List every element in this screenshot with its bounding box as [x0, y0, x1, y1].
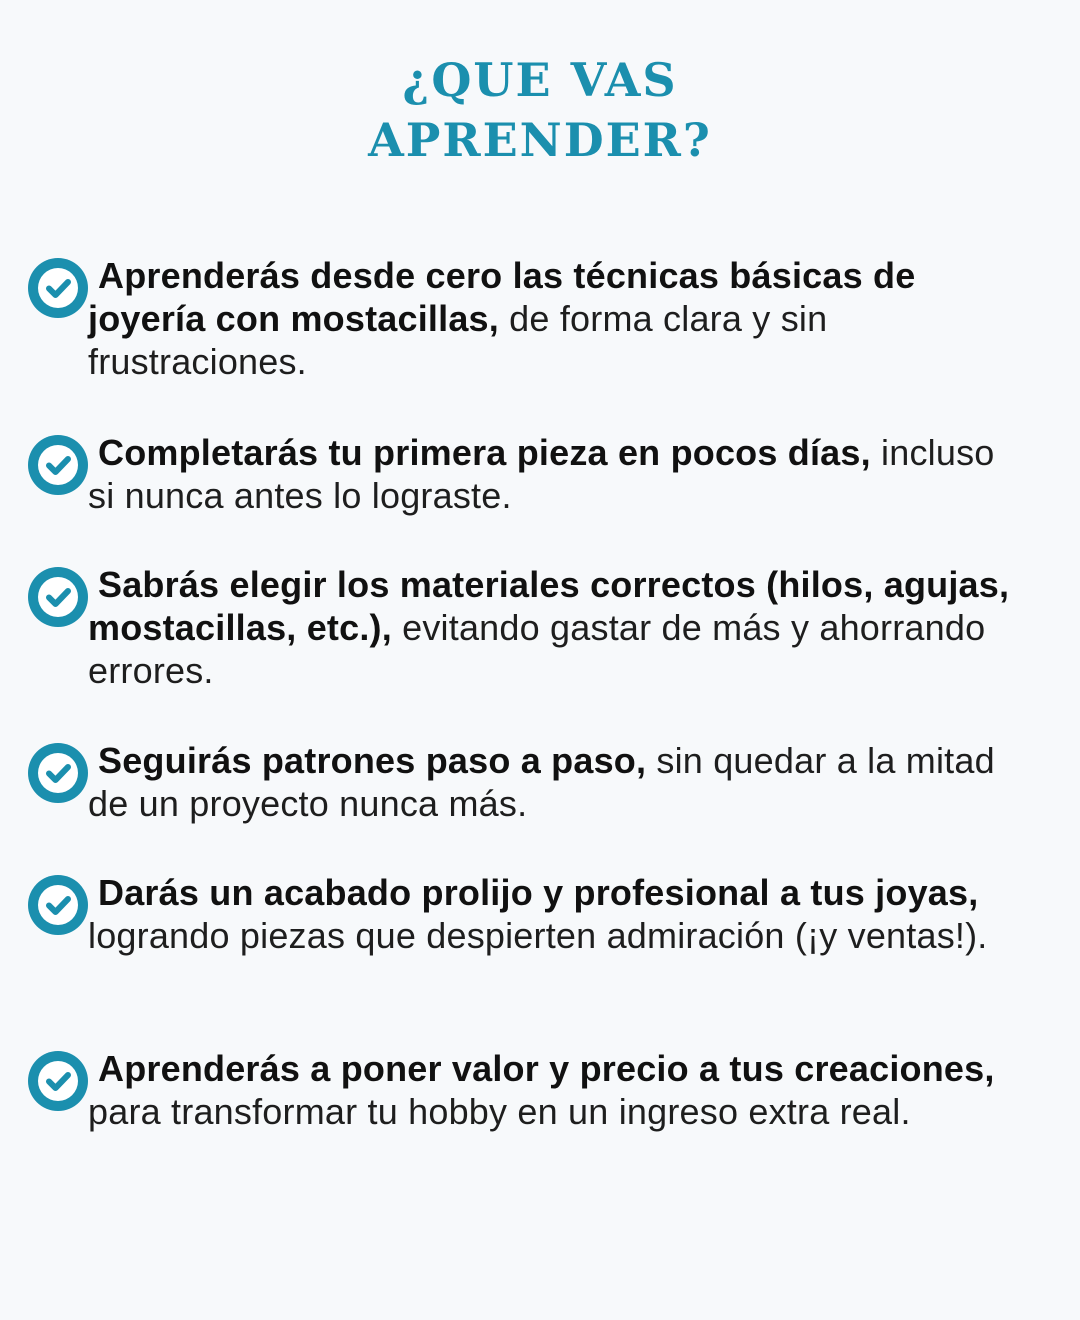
- list-item: [28, 739, 1028, 825]
- list-item: [28, 1047, 1028, 1133]
- title-line-2: APRENDER?: [368, 113, 712, 167]
- list-item: [28, 431, 1028, 517]
- list-item-bold: Aprenderás a poner valor y precio a tus creaciones,: [98, 1048, 995, 1089]
- check-circle-icon: [28, 1051, 88, 1111]
- check-circle-icon: [28, 743, 88, 803]
- list-item-regular: de forma clara y sin frustraciones.: [88, 298, 828, 382]
- check-circle-icon: [28, 875, 88, 935]
- list-item: [28, 871, 1028, 957]
- list-item-text: [88, 739, 1028, 825]
- list-item-text: [88, 431, 1028, 517]
- list-item-text: [88, 871, 1028, 957]
- title-line-1: ¿QUE VAS: [402, 53, 678, 107]
- list-item-regular: incluso si nunca antes lo lograste.: [88, 432, 995, 516]
- list-item-bold: Seguirás patrones paso a paso,: [98, 740, 647, 781]
- list-item: [28, 254, 1028, 383]
- list-item-regular: logrando piezas que despierten admiración (¡y ventas!).: [88, 915, 988, 956]
- check-circle-icon: [28, 567, 88, 627]
- list-item-regular: para transformar tu hobby en un ingreso extra real.: [88, 1091, 911, 1132]
- list-item-bold: Sabrás elegir los materiales correctos (hilos, agujas, mostacillas, etc.),: [88, 564, 1010, 648]
- check-circle-icon: [28, 258, 88, 318]
- list-item: [28, 563, 1028, 692]
- list-item-bold: Aprenderás desde cero las técnicas básicas de joyería con mostacillas,: [88, 255, 916, 339]
- check-circle-icon: [28, 435, 88, 495]
- list-item-text: [88, 563, 1028, 692]
- list-item-text: [88, 1047, 1028, 1133]
- list-item-regular: evitando gastar de más y ahorrando errores.: [88, 607, 986, 691]
- list-item-bold: Completarás tu primera pieza en pocos días,: [98, 432, 871, 473]
- list-item-regular: sin quedar a la mitad de un proyecto nunca más.: [88, 740, 995, 824]
- list-item-text: [88, 254, 1028, 383]
- list-item-bold: Darás un acabado prolijo y profesional a tus joyas,: [98, 872, 979, 913]
